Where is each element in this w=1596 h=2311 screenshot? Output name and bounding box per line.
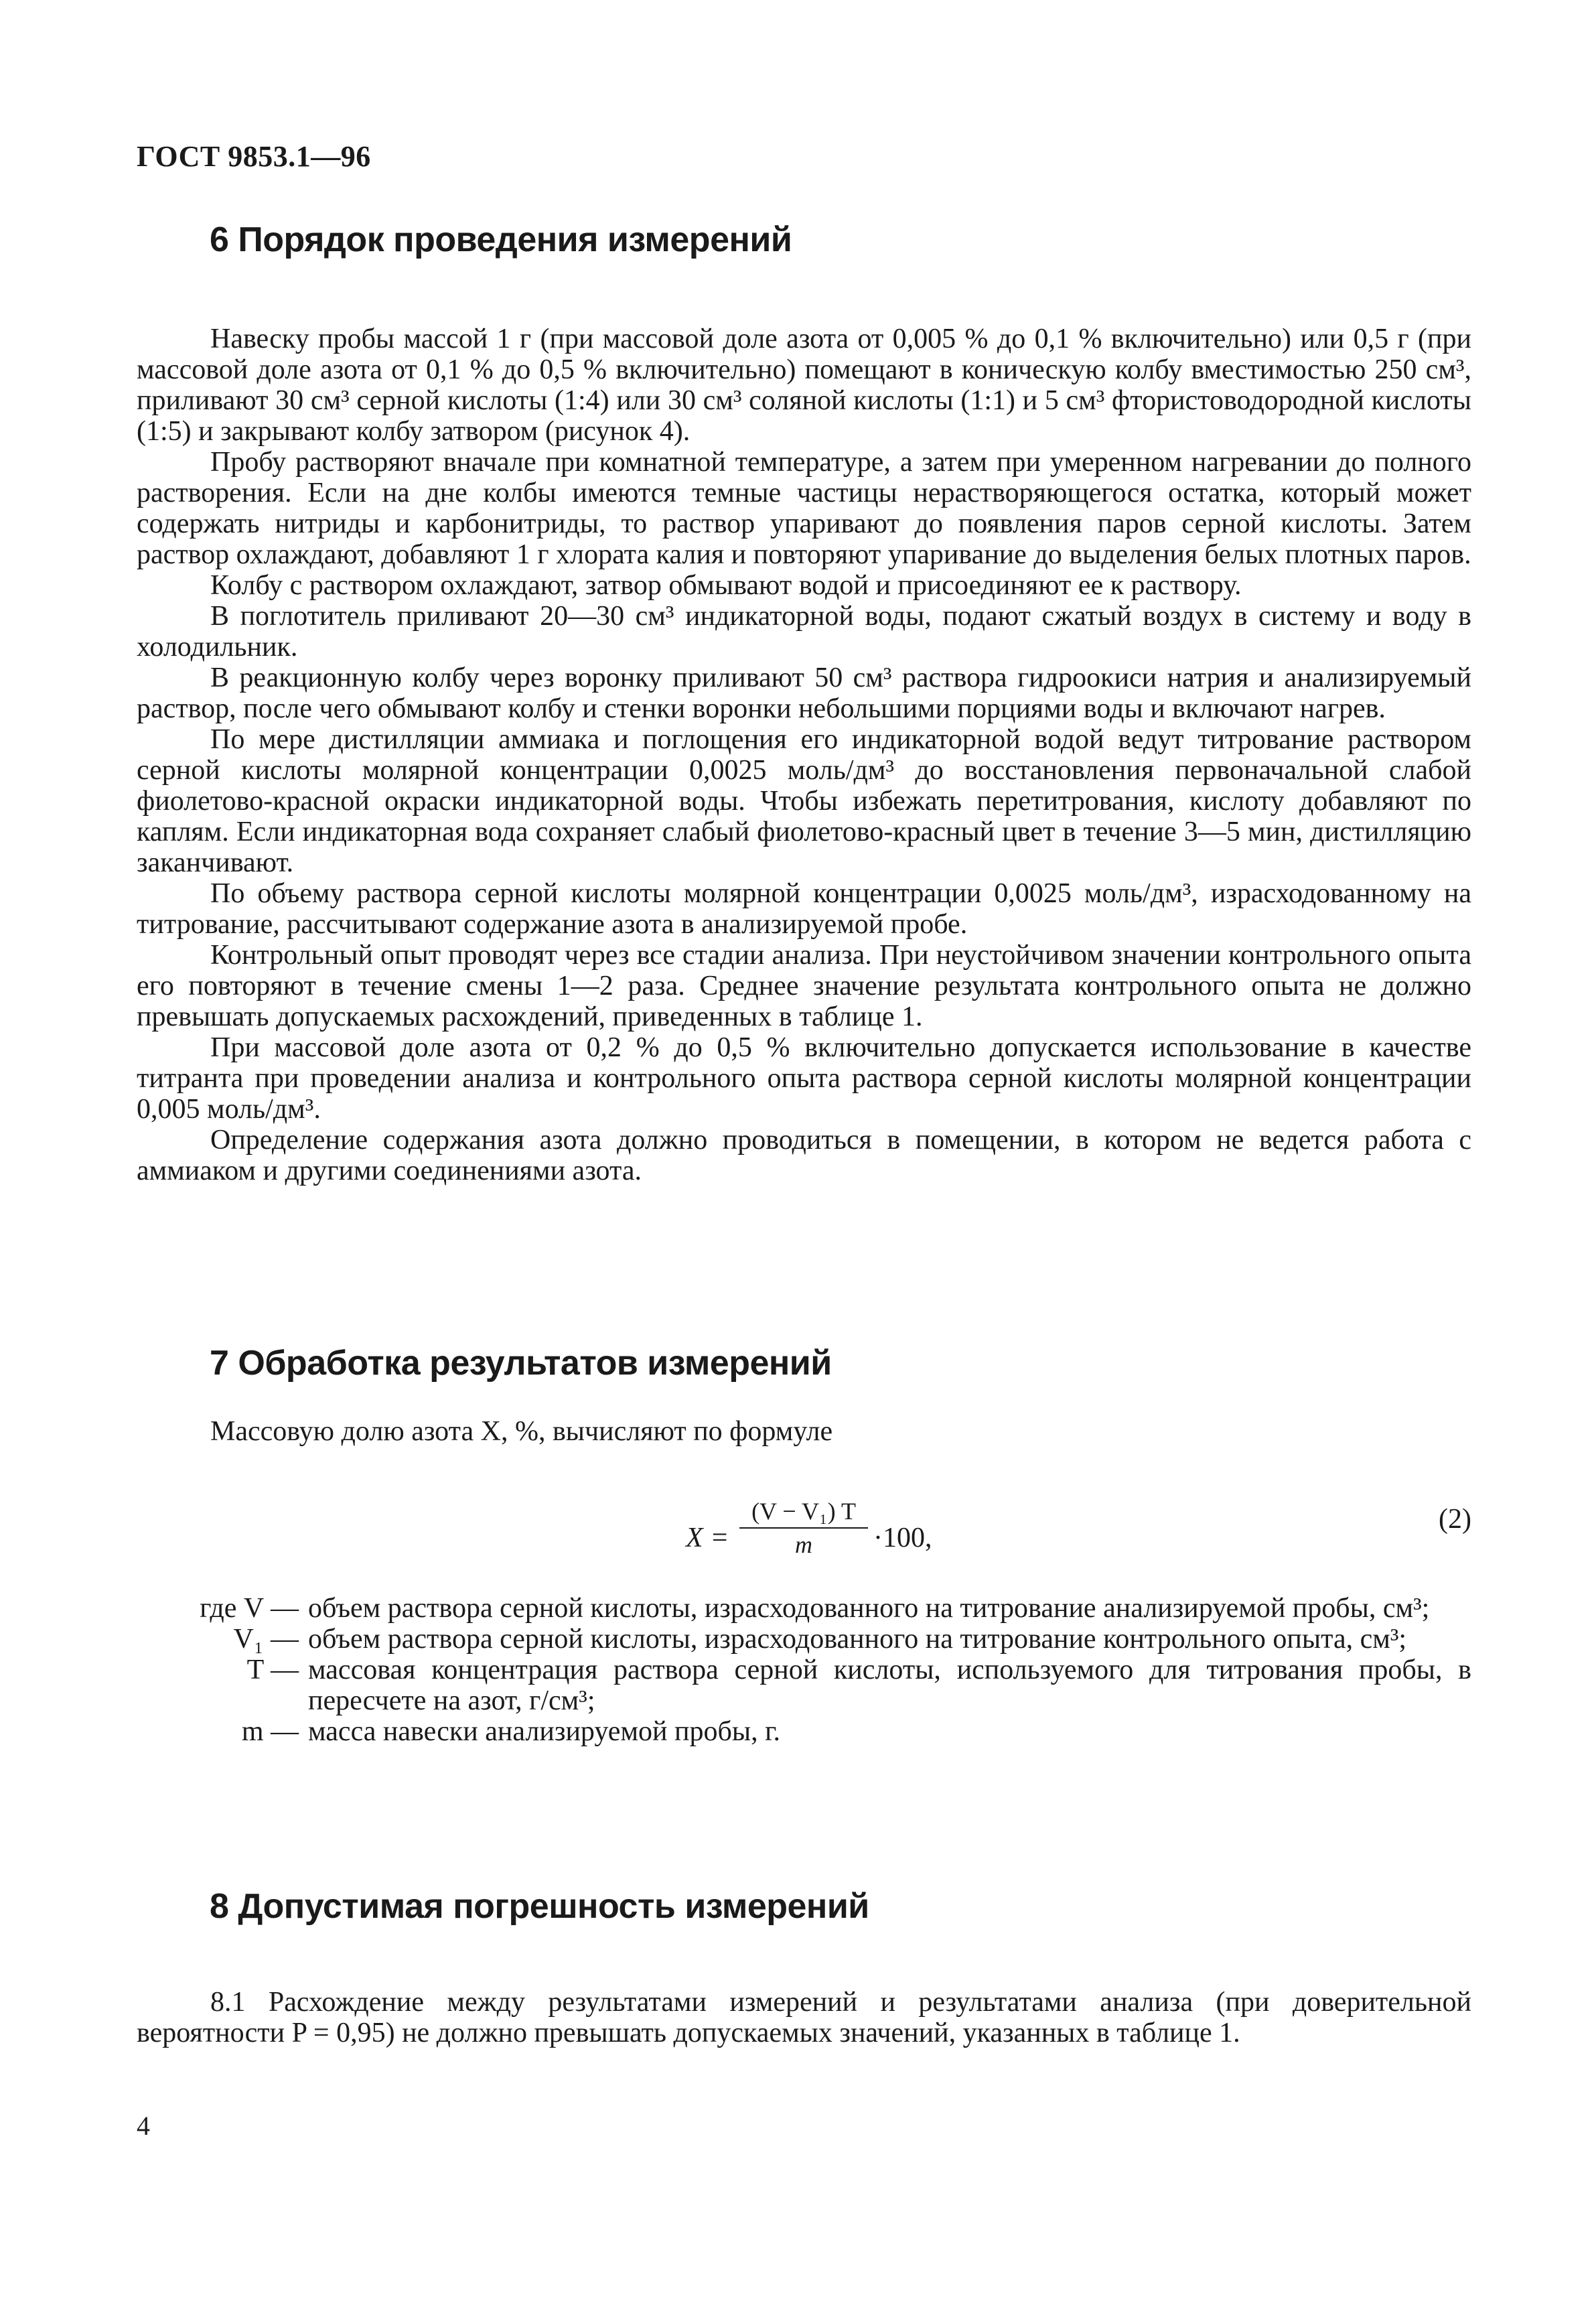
document-code-header: ГОСТ 9853.1—96 bbox=[137, 140, 371, 173]
formula-intro: Массовую долю азота X, %, вычисляют по формуле bbox=[210, 1416, 833, 1447]
definition-row bbox=[137, 1716, 1471, 1747]
paragraph: Пробу растворяют вначале при комнатной температуре, а затем при умеренном нагревании до полного растворения. Если на дне колбы имеются темные частицы нерастворяющегося остатка, который может содержать нитриды и карбонитриды, то раствор упаривают до появления паров серной кислоты. Затем раствор охлаждают, добавляют 1 г хлората калия и повторяют упаривание до выделения белых плотных паров. bbox=[137, 447, 1471, 570]
definition-text: масса навески анализируемой пробы, г. bbox=[308, 1716, 781, 1747]
section-8-body bbox=[137, 1987, 1471, 2048]
paragraph: По мере дистилляции аммиака и поглощения его индикаторной водой ведут титрование раствором серной кислоты молярной концентрации 0,0025 моль/дм³ до восстановления первоначальной слабой фиолетово-красной окраски индикаторной воды. Чтобы избежать перетитрования, кислоту добавляют по каплям. Если индикаторная вода сохраняет слабый фиолетово-красный цвет в течение 3—5 мин, дистилляцию заканчивают. bbox=[137, 724, 1471, 878]
definition-row bbox=[137, 1655, 1471, 1716]
paragraph: В поглотитель приливают 20—30 см³ индикаторной воды, подают сжатый воздух в систему и воду в холодильник. bbox=[137, 601, 1471, 662]
formula-rhs: ·100, bbox=[873, 1523, 932, 1553]
formula-fraction bbox=[739, 1498, 868, 1558]
section-7-intro bbox=[137, 1416, 1471, 1447]
paragraph: Контрольный опыт проводят через все стадии анализа. При неустойчивом значении контрольного опыта его повторяют в течение смены 1—2 раза. Среднее значение результата контрольного опыта не должно превышать допускаемых расхождений, приведенных в таблице 1. bbox=[137, 940, 1471, 1032]
paragraph: Колбу с раствором охлаждают, затвор обмывают водой и присоединяют ее к раствору. bbox=[210, 570, 1242, 601]
paragraph: При массовой доле азота от 0,2 % до 0,5 % включительно допускается использование в качестве титранта при проведении анализа и контрольного опыта раствора серной кислоты молярной концентрации 0,005 моль/дм³. bbox=[137, 1032, 1471, 1125]
paragraph: Определение содержания азота должно проводиться в помещении, в котором не ведется работа с аммиаком и другими соединениями азота. bbox=[137, 1125, 1471, 1186]
equation-number: (2) bbox=[1439, 1504, 1471, 1535]
definition-symbol: где V — bbox=[200, 1593, 299, 1624]
paragraph: Навеску пробы массой 1 г (при массовой доле азота от 0,005 % до 0,1 % включительно) или 0,5 г (при массовой доле азота от 0,1 % до 0,5 % включительно) помещают в коническую колбу вместимостью 250 см³, приливают 30 см³ серной кислоты (1:4) или 30 см³ соляной кислоты (1:1) и 5 см³ фтористоводородной кислоты (1:5) и закрывают колбу затвором (рисунок 4). bbox=[137, 324, 1471, 447]
paragraph: В реакционную колбу через воронку приливают 50 см³ раствора гидроокиси натрия и анализируемый раствор, после чего обмывают колбу и стенки воронки небольшими порциями воды и включают нагрев. bbox=[137, 662, 1471, 724]
definition-symbol: m — bbox=[241, 1716, 299, 1747]
paragraph: По объему раствора серной кислоты молярной концентрации 0,0025 моль/дм³, израсходованному на титрование, рассчитывают содержание азота в анализируемой пробе. bbox=[137, 878, 1471, 940]
formula-denominator: m bbox=[795, 1531, 812, 1558]
fraction-bar bbox=[739, 1527, 868, 1529]
definition-text: объем раствора серной кислоты, израсходованного на титрование анализируемой пробы, см³; bbox=[308, 1593, 1430, 1624]
definition-text: массовая концентрация раствора серной кислоты, используемого для титрования пробы, в пересчете на азот, г/см³; bbox=[308, 1655, 1471, 1716]
variable-definitions bbox=[137, 1593, 1471, 1747]
section-7-heading: 7 Обработка результатов измерений bbox=[210, 1344, 832, 1383]
section-6-body bbox=[137, 324, 1471, 1186]
formula-numerator: (V − V₁) T bbox=[751, 1498, 856, 1525]
formula-lhs: X = bbox=[686, 1523, 729, 1553]
definition-symbol: V₁ — bbox=[233, 1624, 299, 1655]
definition-row bbox=[137, 1624, 1471, 1655]
section-6-heading: 6 Порядок проведения измерений bbox=[210, 220, 792, 259]
definition-row bbox=[137, 1593, 1471, 1624]
definition-text: объем раствора серной кислоты, израсходованного на титрование контрольного опыта, см³; bbox=[308, 1624, 1407, 1655]
page-number: 4 bbox=[137, 2111, 150, 2141]
formula-2 bbox=[670, 1486, 1005, 1580]
paragraph: 8.1 Расхождение между результатами измерений и результатами анализа (при доверительной вероятности P = 0,95) не должно превышать допускаемых значений, указанных в таблице 1. bbox=[137, 1987, 1471, 2048]
definition-symbol: T — bbox=[246, 1655, 299, 1685]
section-8-heading: 8 Допустимая погрешность измерений bbox=[210, 1887, 869, 1926]
